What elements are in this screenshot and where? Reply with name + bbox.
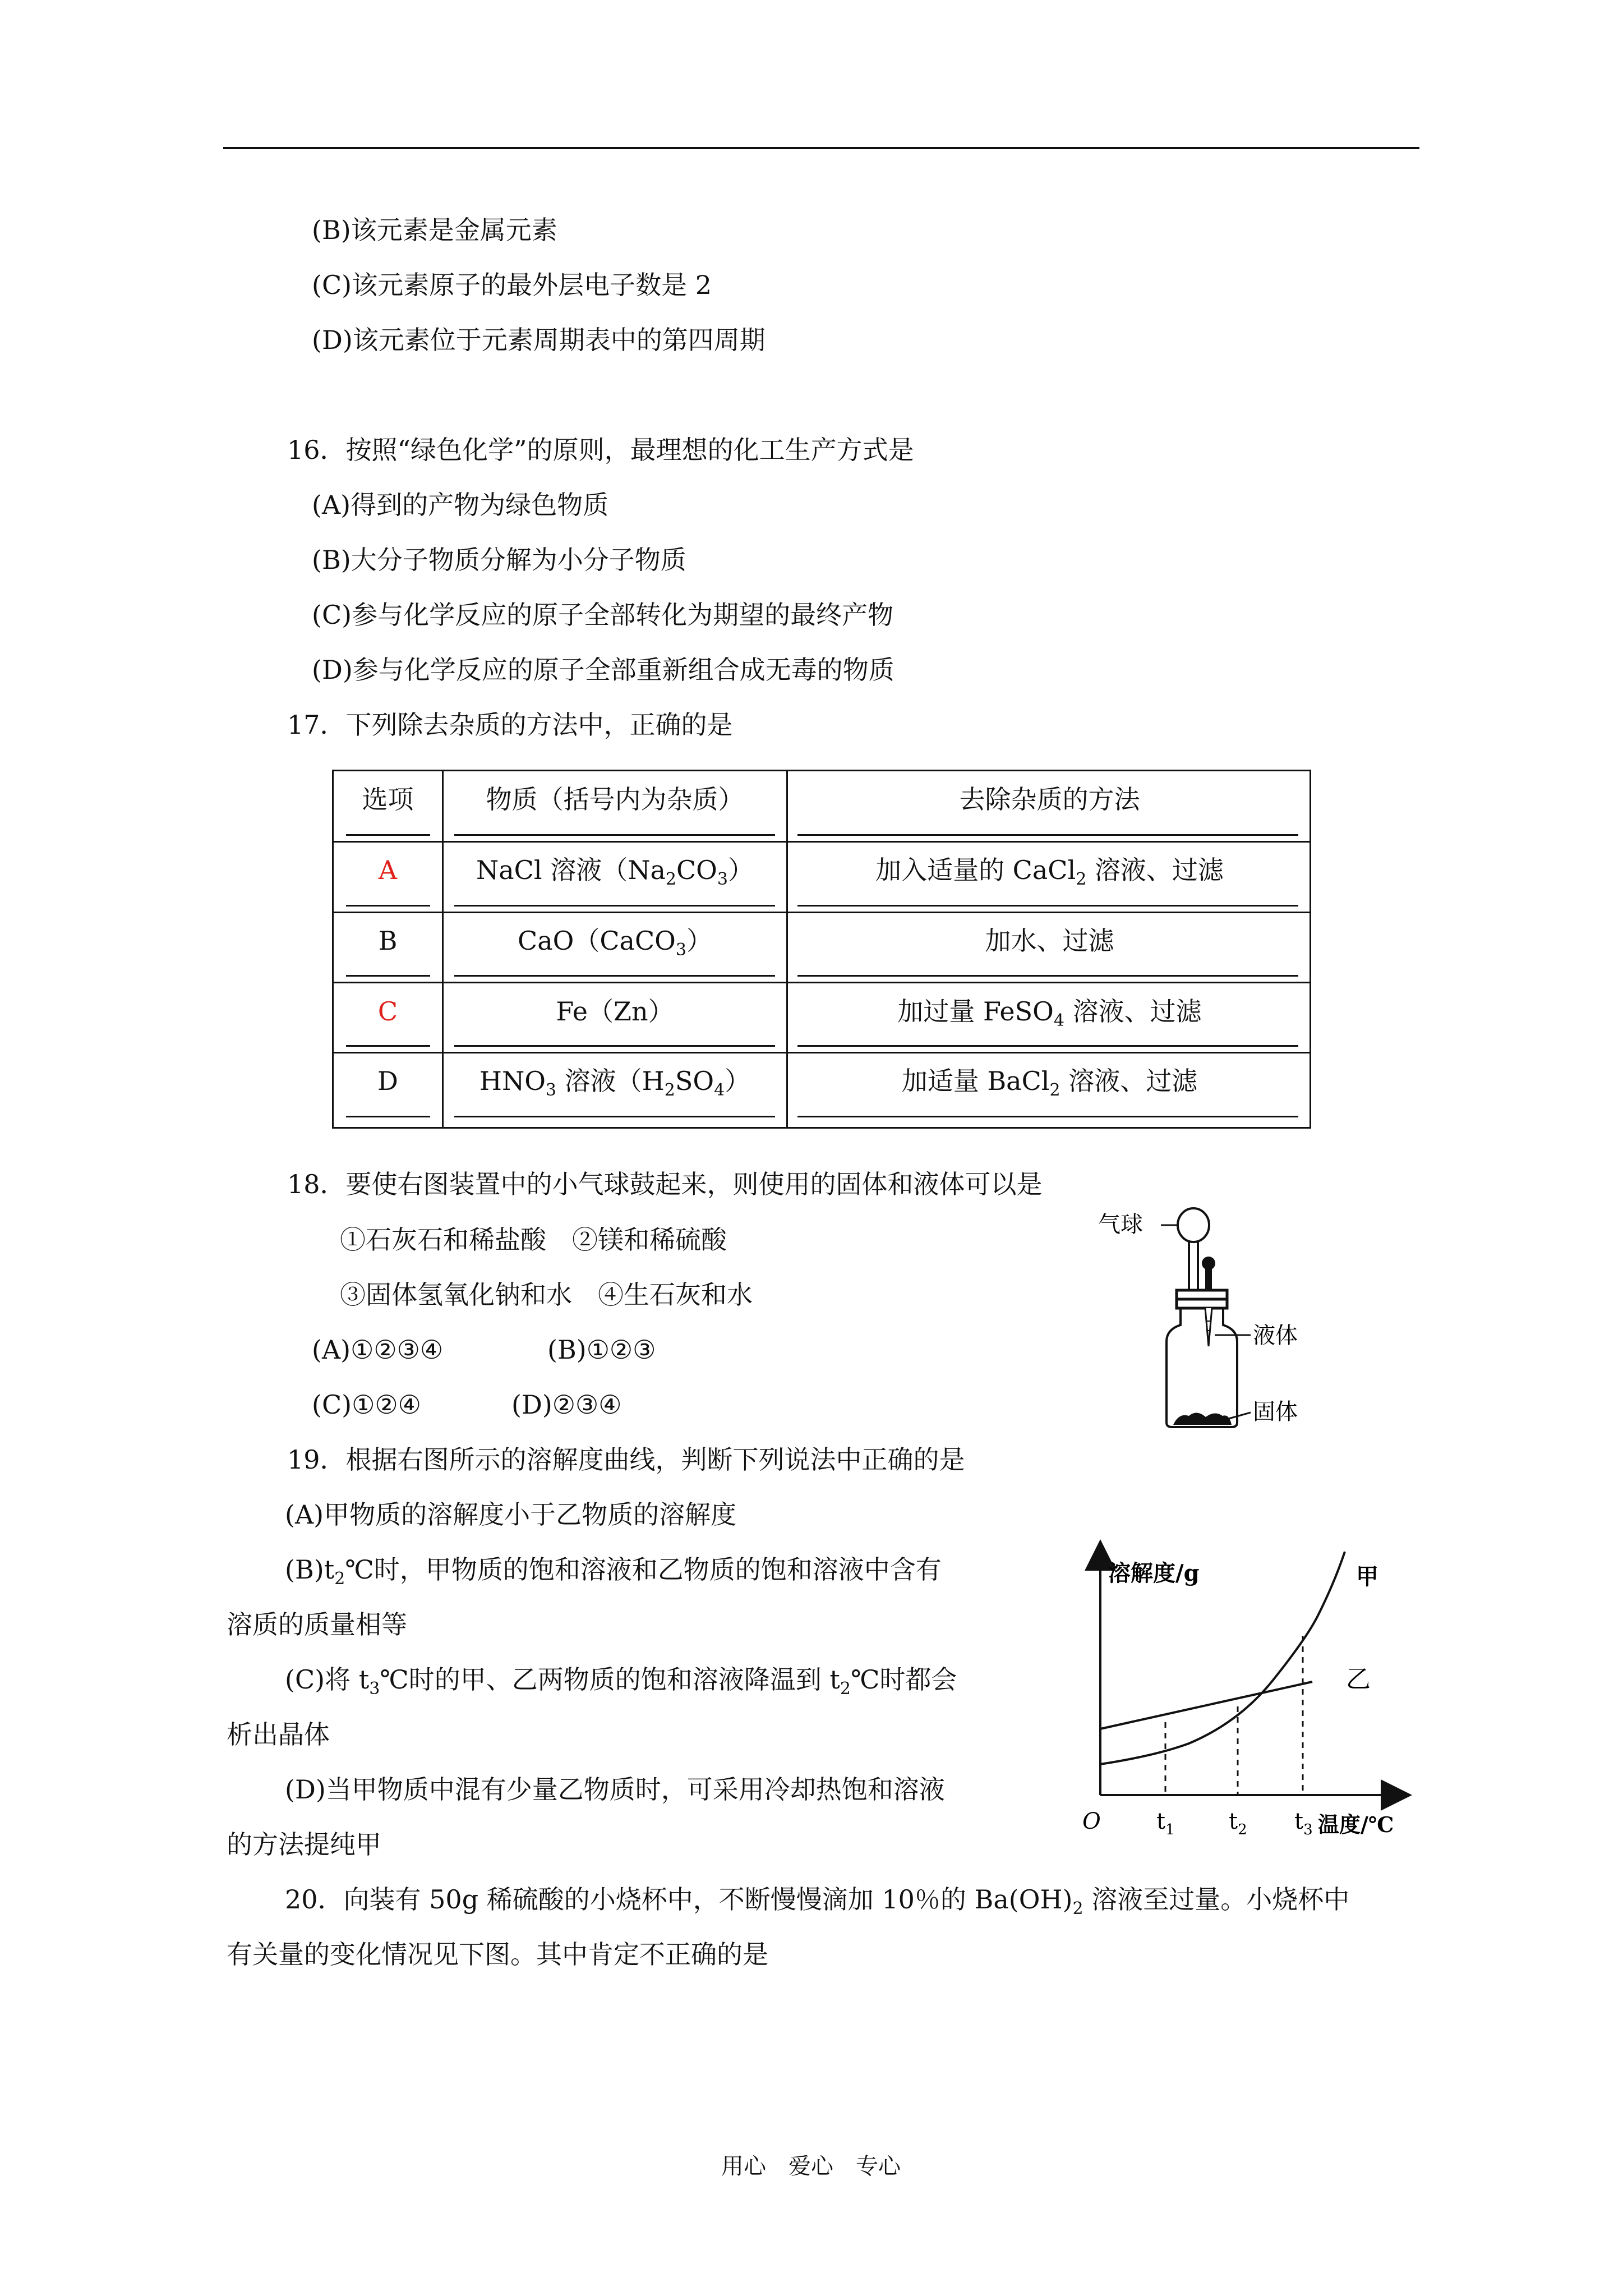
table-row-b-method: 加水、过滤: [985, 926, 1114, 956]
q19-option-c-line2: 析出晶体: [227, 1719, 330, 1750]
table-row-c-substance: Fe（Zn）: [556, 996, 674, 1027]
table-row-b-substance: CaO（CaCO$_3$）: [518, 926, 712, 960]
tick-label-t2: $t_2$: [1229, 1809, 1247, 1838]
y-axis-label: 溶解度/g: [1108, 1560, 1200, 1586]
q19-stem: 19．根据右图所示的溶解度曲线，判断下列说法中正确的是: [287, 1444, 965, 1475]
q18-choices-line2: ③固体氢氧化钠和水 ④生石灰和水: [340, 1280, 753, 1310]
q19-option-a: (A)甲物质的溶解度小于乙物质的溶解度: [285, 1499, 737, 1530]
q15-option-d: (D)该元素位于元素周期表中的第四周期: [312, 325, 766, 355]
table-row-d-option: D: [377, 1066, 398, 1096]
table-row-a-option: A: [378, 855, 398, 885]
q18-option-a: (A)①②③④: [312, 1335, 444, 1365]
header-rule: [223, 147, 1419, 149]
q19-option-c-line1: (C)将 $t_3℃$时的甲、乙两物质的饱和溶液降温到 $t_2℃$时都会: [285, 1664, 957, 1699]
q18-option-c: (C)①②④: [312, 1389, 421, 1420]
label-liquid: 液体: [1253, 1323, 1298, 1349]
page-footer: 用心 爱心 专心: [721, 2154, 901, 2179]
table-header-option: 选项: [362, 784, 414, 815]
table-row-c-option: C: [377, 996, 398, 1027]
q18-option-d: (D)②③④: [511, 1389, 622, 1420]
series-label-jia: 甲: [1356, 1563, 1378, 1590]
q15-option-c: (C)该元素原子的最外层电子数是 2: [312, 270, 712, 300]
table-row-d-method: 加适量 BaCl$_2$ 溶液、过滤: [901, 1066, 1198, 1100]
q20-line1: 20．向装有 50g 稀硫酸的小烧杯中，不断慢慢滴加 10％的 $Ba(OH)_2$ 溶液至过量。小烧杯中: [285, 1884, 1350, 1918]
table-header-method: 去除杂质的方法: [959, 784, 1140, 815]
table-row-b-option: B: [378, 926, 398, 956]
q18-choices-line1: ①石灰石和稀盐酸 ②镁和稀硫酸: [340, 1225, 727, 1255]
table-row-a-substance: NaCl 溶液$(Na_2CO_3)$: [476, 855, 754, 889]
tick-label-t1: $t_1$: [1156, 1809, 1175, 1838]
origin-label: O: [1082, 1809, 1101, 1834]
q16-option-d: (D)参与化学反应的原子全部重新组合成无毒的物质: [312, 655, 895, 685]
q19-option-b-line1: $(B)t_2℃$时，甲物质的饱和溶液和乙物质的饱和溶液中含有: [285, 1554, 942, 1589]
q16-option-b: (B)大分子物质分解为小分子物质: [312, 545, 686, 575]
q17-table: [332, 770, 1311, 1129]
label-balloon: 气球: [1098, 1212, 1143, 1237]
table-row-d-substance: $HNO_3$ 溶液$(H_2SO_4)$: [479, 1066, 751, 1100]
table-header-substance: 物质（括号内为杂质）: [486, 784, 744, 815]
q20-line2: 有关量的变化情况见下图。其中肯定不正确的是: [227, 1939, 768, 1970]
q17-stem: 17．下列除去杂质的方法中，正确的是: [287, 710, 733, 740]
q16-stem: 16．按照“绿色化学”的原则，最理想的化工生产方式是: [287, 435, 914, 465]
q18-option-b: (B)①②③: [547, 1335, 656, 1365]
q19-option-d-line1: (D)当甲物质中混有少量乙物质时，可采用冷却热饱和溶液: [285, 1774, 945, 1805]
curve-yi: [1100, 1682, 1312, 1729]
tick-label-t3: $t_3$: [1294, 1809, 1313, 1838]
label-solid: 固体: [1253, 1399, 1298, 1425]
q15-option-b: (B)该元素是金属元素: [312, 215, 557, 245]
series-label-yi: 乙: [1346, 1665, 1371, 1694]
table-row-a-method: 加入适量的 CaCl$_2$ 溶液、过滤: [875, 855, 1224, 889]
q16-option-c: (C)参与化学反应的原子全部转化为期望的最终产物: [312, 600, 894, 630]
q16-option-a: (A)得到的产物为绿色物质: [312, 490, 609, 520]
solubility-curve-chart: [1071, 1531, 1441, 1846]
q18-stem: 18．要使右图装置中的小气球鼓起来，则使用的固体和液体可以是: [287, 1169, 1043, 1199]
q19-option-d-line2: 的方法提纯甲: [227, 1829, 381, 1860]
x-axis-label: 温度/℃: [1318, 1812, 1394, 1837]
balloon-apparatus-figure: [1082, 1200, 1318, 1436]
q19-option-b-line2: 溶质的质量相等: [227, 1609, 407, 1640]
table-row-c-method: 加过量 FeSO$_4$ 溶液、过滤: [897, 996, 1202, 1030]
